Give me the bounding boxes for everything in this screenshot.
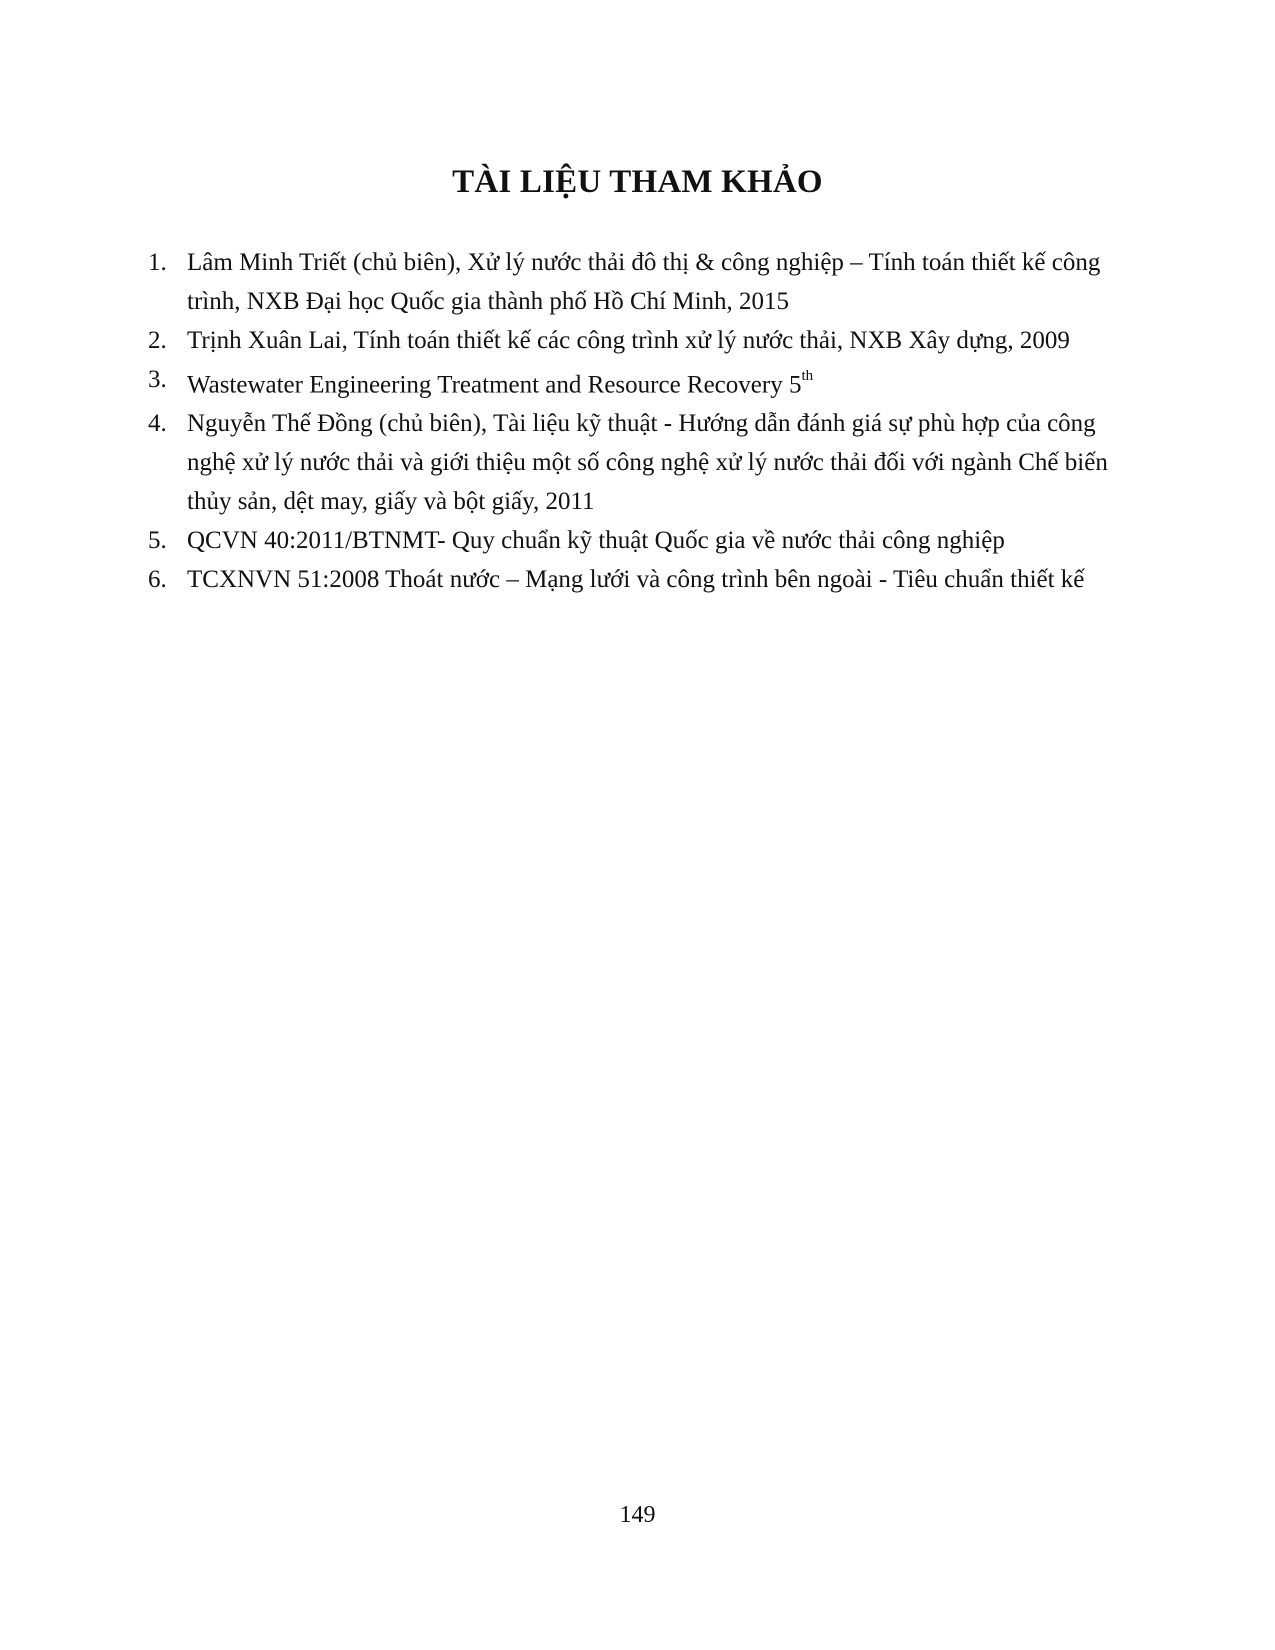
reference-item-3: [148, 360, 1128, 404]
reference-number: 3.: [148, 366, 167, 393]
reference-item-1: [148, 243, 1128, 321]
reference-text: TCXNVN 51:2008 Thoát nước – Mạng lưới và công trình bên ngoài - Tiêu chuẩn thiết kế: [187, 566, 1085, 594]
reference-text: Lâm Minh Triết (chủ biên), Xử lý nước thải đô thị & công nghiệp – Tính toán thiết kế công trình, NXB Đại học Quốc gia thành phố Hồ Chí Minh, 2015: [187, 249, 1101, 315]
reference-text: Nguyễn Thế Đồng (chủ biên), Tài liệu kỹ thuật - Hướng dẫn đánh giá sự phù hợp của công nghệ xử lý nước thải và giới thiệu một số công nghệ xử lý nước thải đối với ngành Chế biến thủy sản, dệt may, giấy và bột giấy, 2011: [187, 410, 1108, 516]
reference-list: [148, 243, 1128, 599]
reference-number: 5.: [148, 527, 167, 555]
reference-number: 4.: [148, 410, 167, 438]
reference-text: Wastewater Engineering Treatment and Resource Recovery 5: [187, 371, 802, 399]
reference-superscript: th: [801, 368, 814, 384]
reference-text: Trịnh Xuân Lai, Tính toán thiết kế các công trình xử lý nước thải, NXB Xây dựng, 2009: [187, 327, 1070, 354]
reference-item-6: [148, 560, 1128, 599]
page-title: TÀI LIỆU THAM KHẢO: [452, 164, 823, 201]
reference-number: 6.: [148, 566, 167, 594]
reference-text-wrapper: [187, 360, 1128, 404]
reference-number: 1.: [148, 249, 167, 276]
page-number: 149: [619, 1502, 656, 1528]
reference-number: 2.: [148, 327, 167, 354]
reference-item-2: [148, 321, 1128, 360]
reference-item-4: [148, 404, 1128, 521]
reference-item-5: [148, 521, 1128, 560]
reference-text: QCVN 40:2011/BTNMT- Quy chuẩn kỹ thuật Quốc gia về nước thải công nghiệp: [187, 527, 1005, 555]
